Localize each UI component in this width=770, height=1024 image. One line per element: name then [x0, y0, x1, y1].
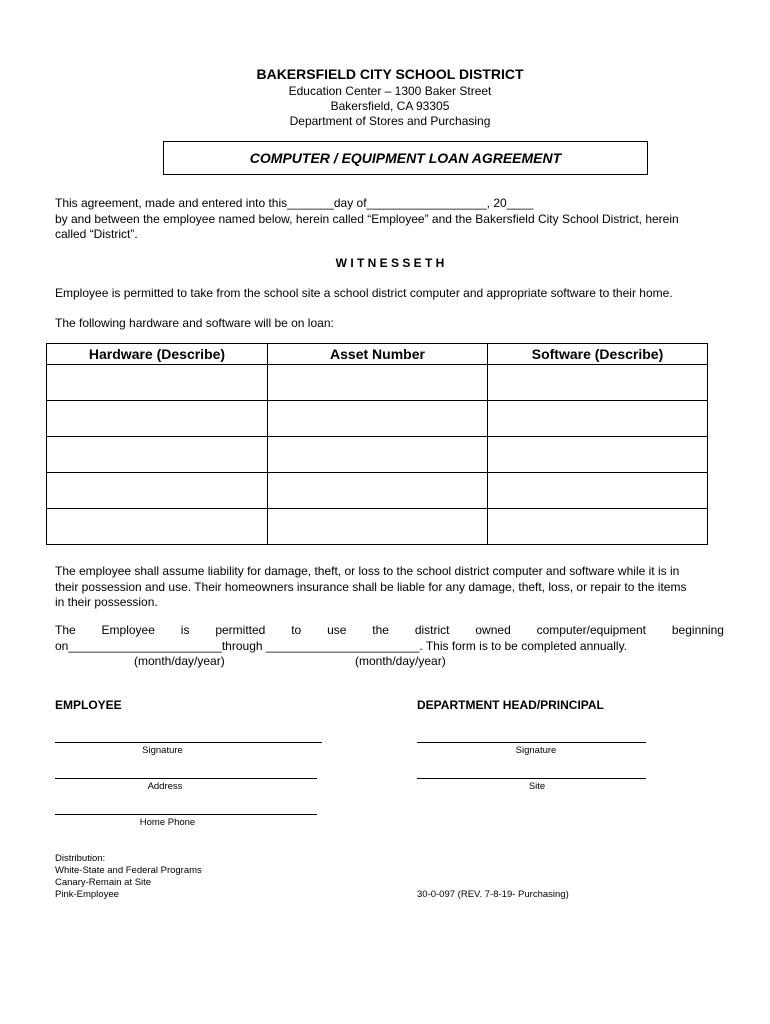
address-line-1: Education Center – 1300 Baker Street [288, 84, 492, 98]
permit-word: beginning [671, 623, 724, 637]
asset-number-cell[interactable] [268, 473, 488, 509]
permit-word: the [372, 623, 389, 637]
asset-number-cell[interactable] [268, 509, 488, 545]
hardware-cell[interactable] [47, 473, 268, 509]
asset-number-cell[interactable] [268, 365, 488, 401]
liability-line-3: in their possession. [55, 595, 158, 609]
permit-word: permitted [215, 623, 266, 637]
permit-word: computer/equipment [536, 623, 647, 637]
liability-line-2: their possession and use. Their homeowners insurance shall be liable for any damage, theft, loss, or repair to the items [55, 579, 687, 594]
intro-line-1: This agreement, made and entered into this_______day of__________________, 20____ [55, 196, 534, 210]
table-row [47, 401, 708, 437]
permit-word: The [55, 623, 76, 637]
software-cell[interactable] [488, 401, 708, 437]
department-signature-line[interactable] [417, 742, 646, 743]
table-row [47, 473, 708, 509]
permit-word: owned [475, 623, 511, 637]
intro-line-3: called “District”. [55, 227, 138, 241]
department-signature-label: Signature [515, 745, 557, 756]
table-row [47, 365, 708, 401]
header-software: Software (Describe) [488, 344, 708, 365]
permit-word: Employee [101, 623, 155, 637]
district-name: BAKERSFIELD CITY SCHOOL DISTRICT [256, 66, 524, 82]
distribution-pink: Pink-Employee [55, 889, 119, 900]
intro-line-2: by and between the employee named below, herein called “Employee” and the Bakersfield City School District, herein [55, 211, 679, 226]
form-title: COMPUTER / EQUIPMENT LOAN AGREEMENT [163, 141, 648, 175]
hardware-cell[interactable] [47, 509, 268, 545]
software-cell[interactable] [488, 509, 708, 545]
witnesseth-heading: W I T N E S S E T H [335, 256, 445, 270]
hardware-cell[interactable] [47, 437, 268, 473]
distribution-white: White-State and Federal Programs [55, 865, 202, 876]
permitted-paragraph: Employee is permitted to take from the school site a school district computer and appropriate software to their home. [55, 286, 673, 300]
liability-line-1: The employee shall assume liability for damage, theft, or loss to the school district computer and software while it is in [55, 564, 680, 578]
employee-signature-line[interactable] [55, 742, 322, 743]
address-line-2: Bakersfield, CA 93305 [330, 99, 450, 113]
distribution-block [55, 853, 305, 901]
department-site-label: Site [528, 781, 546, 792]
header-hardware: Hardware (Describe) [47, 344, 268, 365]
permit-word: use [327, 623, 347, 637]
employee-phone-label: Home Phone [139, 817, 196, 828]
distribution-canary: Canary-Remain at Site [55, 877, 152, 888]
date-label-end: (month/day/year) [355, 654, 446, 668]
department-site-line[interactable] [417, 778, 646, 779]
employee-signature-label: Signature [142, 745, 183, 756]
software-cell[interactable] [488, 473, 708, 509]
software-cell[interactable] [488, 365, 708, 401]
permit-word: district [414, 623, 450, 637]
department-line: Department of Stores and Purchasing [289, 114, 491, 128]
employee-phone-line[interactable] [55, 814, 317, 815]
loan-table [46, 343, 708, 545]
department-heading: DEPARTMENT HEAD/PRINCIPAL [417, 698, 604, 712]
asset-number-cell[interactable] [268, 437, 488, 473]
intro-paragraph [55, 196, 735, 243]
liability-paragraph [55, 564, 730, 611]
employee-address-label: Address [147, 781, 183, 792]
hardware-cell[interactable] [47, 401, 268, 437]
permit-line-2: on_______________________through _______________________. This form is to be completed annually. [55, 639, 628, 653]
loan-paragraph: The following hardware and software will be on loan: [55, 316, 334, 330]
permit-line-1 [55, 623, 724, 637]
date-label-begin: (month/day/year) [134, 654, 225, 668]
header-asset-number: Asset Number [268, 344, 488, 365]
table-header-row [47, 344, 708, 365]
table-row [47, 437, 708, 473]
asset-number-cell[interactable] [268, 401, 488, 437]
permit-word: to [291, 623, 302, 637]
form-number: 30-0-097 (REV. 7-8-19- Purchasing) [417, 889, 569, 900]
distribution-label: Distribution: [55, 853, 106, 864]
software-cell[interactable] [488, 437, 708, 473]
employee-heading: EMPLOYEE [55, 698, 122, 712]
employee-address-line[interactable] [55, 778, 317, 779]
table-row [47, 509, 708, 545]
permit-word: is [180, 623, 190, 637]
hardware-cell[interactable] [47, 365, 268, 401]
